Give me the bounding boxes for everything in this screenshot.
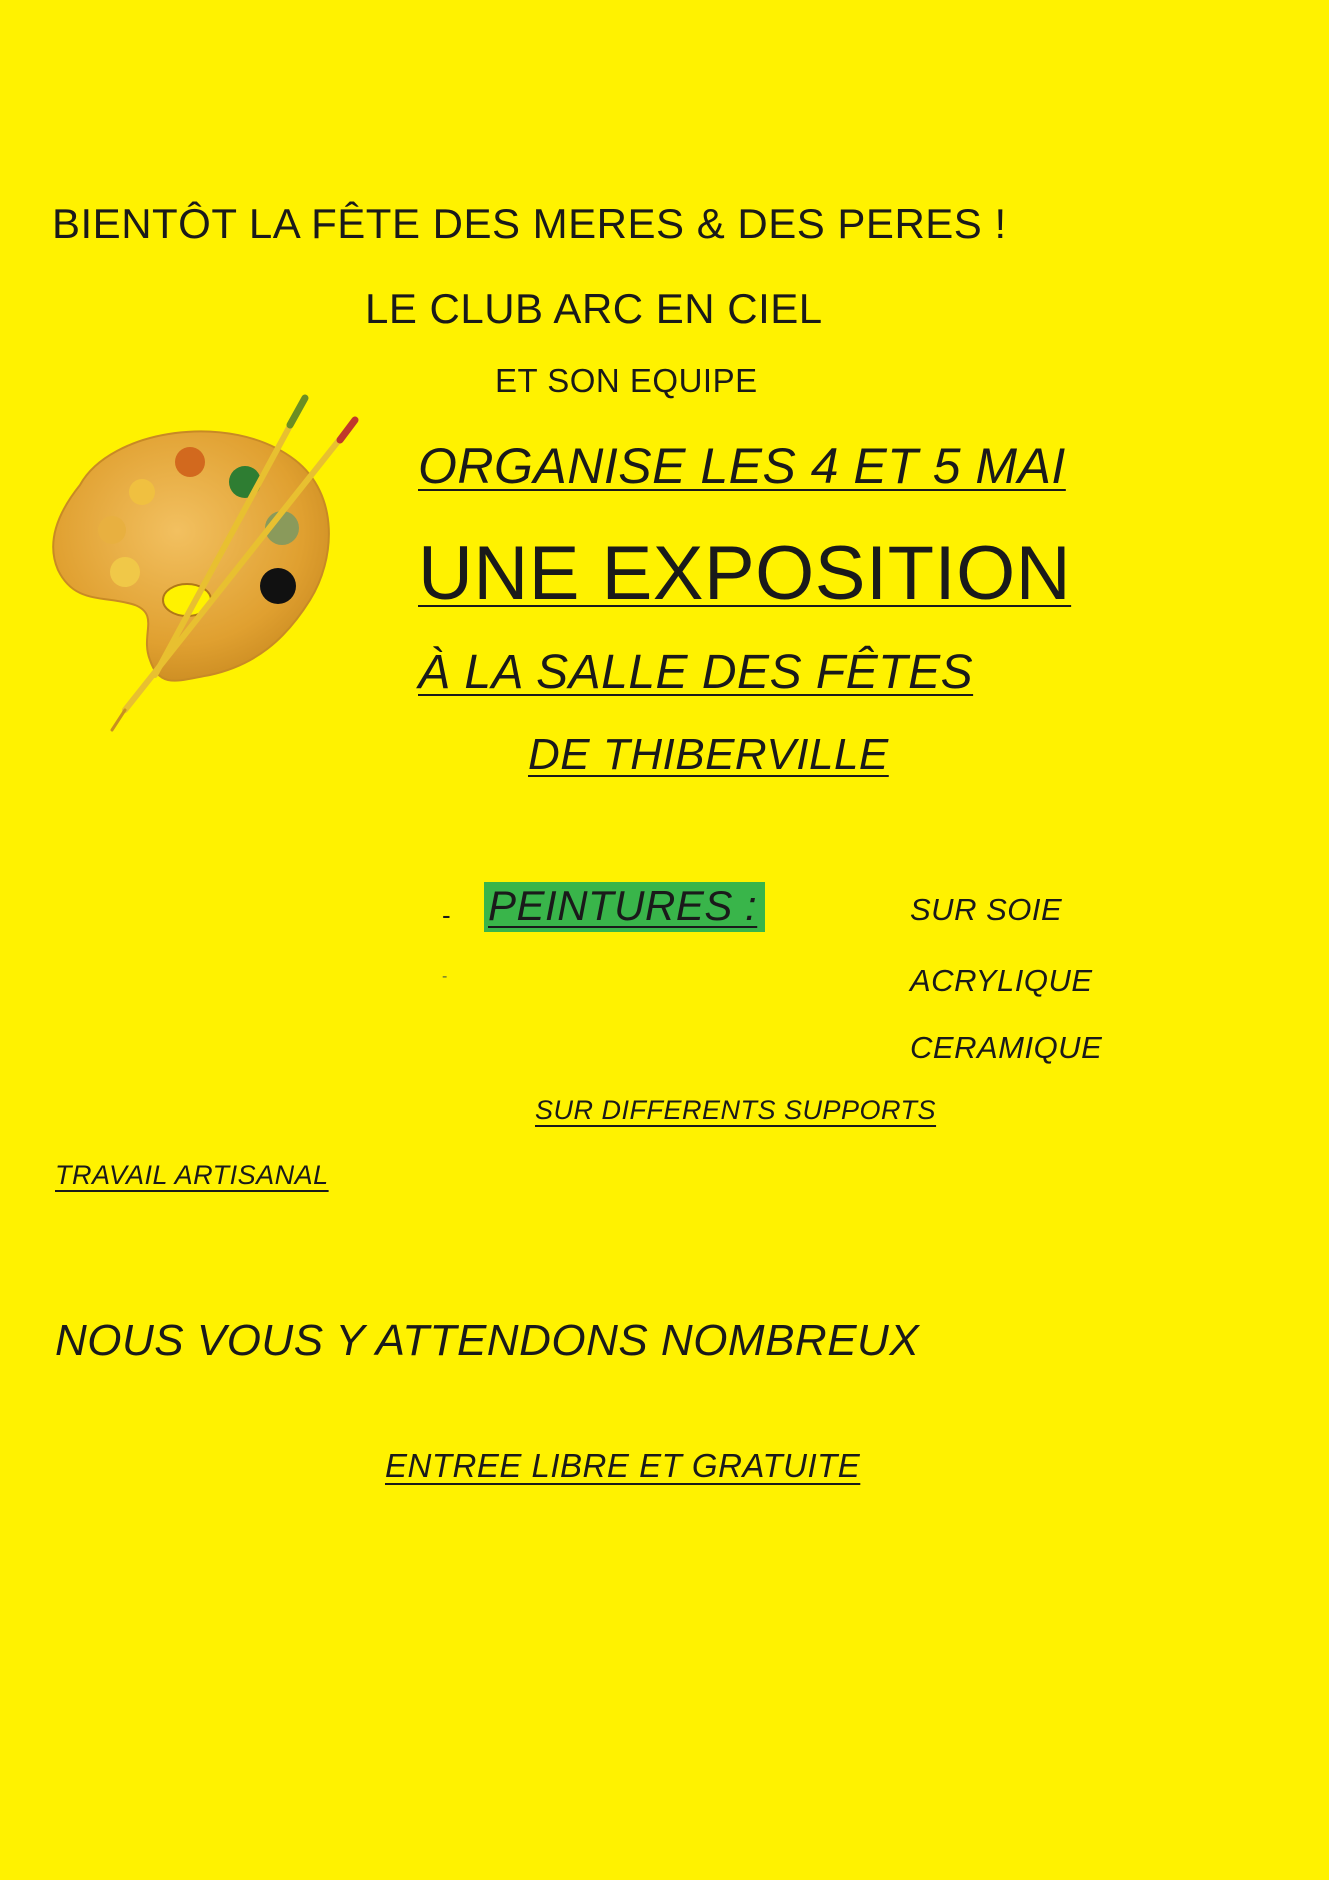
medium-item: ACRYLIQUE — [910, 963, 1093, 998]
medium-item: CERAMIQUE — [910, 1030, 1103, 1065]
headline: BIENTÔT LA FÊTE DES MERES & DES PERES ! — [52, 200, 1007, 247]
artisanal-line: TRAVAIL ARTISANAL — [55, 1160, 329, 1190]
invitation-line: NOUS VOUS Y ATTENDONS NOMBREUX — [55, 1316, 920, 1365]
venue-line: À LA SALLE DES FÊTES — [418, 646, 974, 699]
entry-line: ENTREE LIBRE ET GRATUITE — [385, 1447, 861, 1484]
team-line: ET SON EQUIPE — [495, 362, 758, 399]
paint-blob-black — [260, 568, 296, 604]
paint-blob-orange — [175, 447, 205, 477]
peintures-label: PEINTURES : — [484, 882, 765, 932]
medium-item: SUR SOIE — [910, 892, 1063, 927]
paint-blob-cream — [110, 557, 140, 587]
club-name: LE CLUB ARC EN CIEL — [365, 285, 823, 332]
paint-blob-yellow — [129, 479, 155, 505]
exposition-title: UNE EXPOSITION — [418, 531, 1072, 616]
supports-line: SUR DIFFERENTS SUPPORTS — [535, 1095, 937, 1125]
organise-date: ORGANISE LES 4 ET 5 MAI — [418, 438, 1066, 494]
bullet-marker: - — [442, 900, 452, 930]
paint-blob-light — [98, 516, 126, 544]
bullet-marker: - — [442, 968, 448, 985]
town-line: DE THIBERVILLE — [528, 730, 889, 779]
paint-palette-icon — [40, 390, 380, 740]
